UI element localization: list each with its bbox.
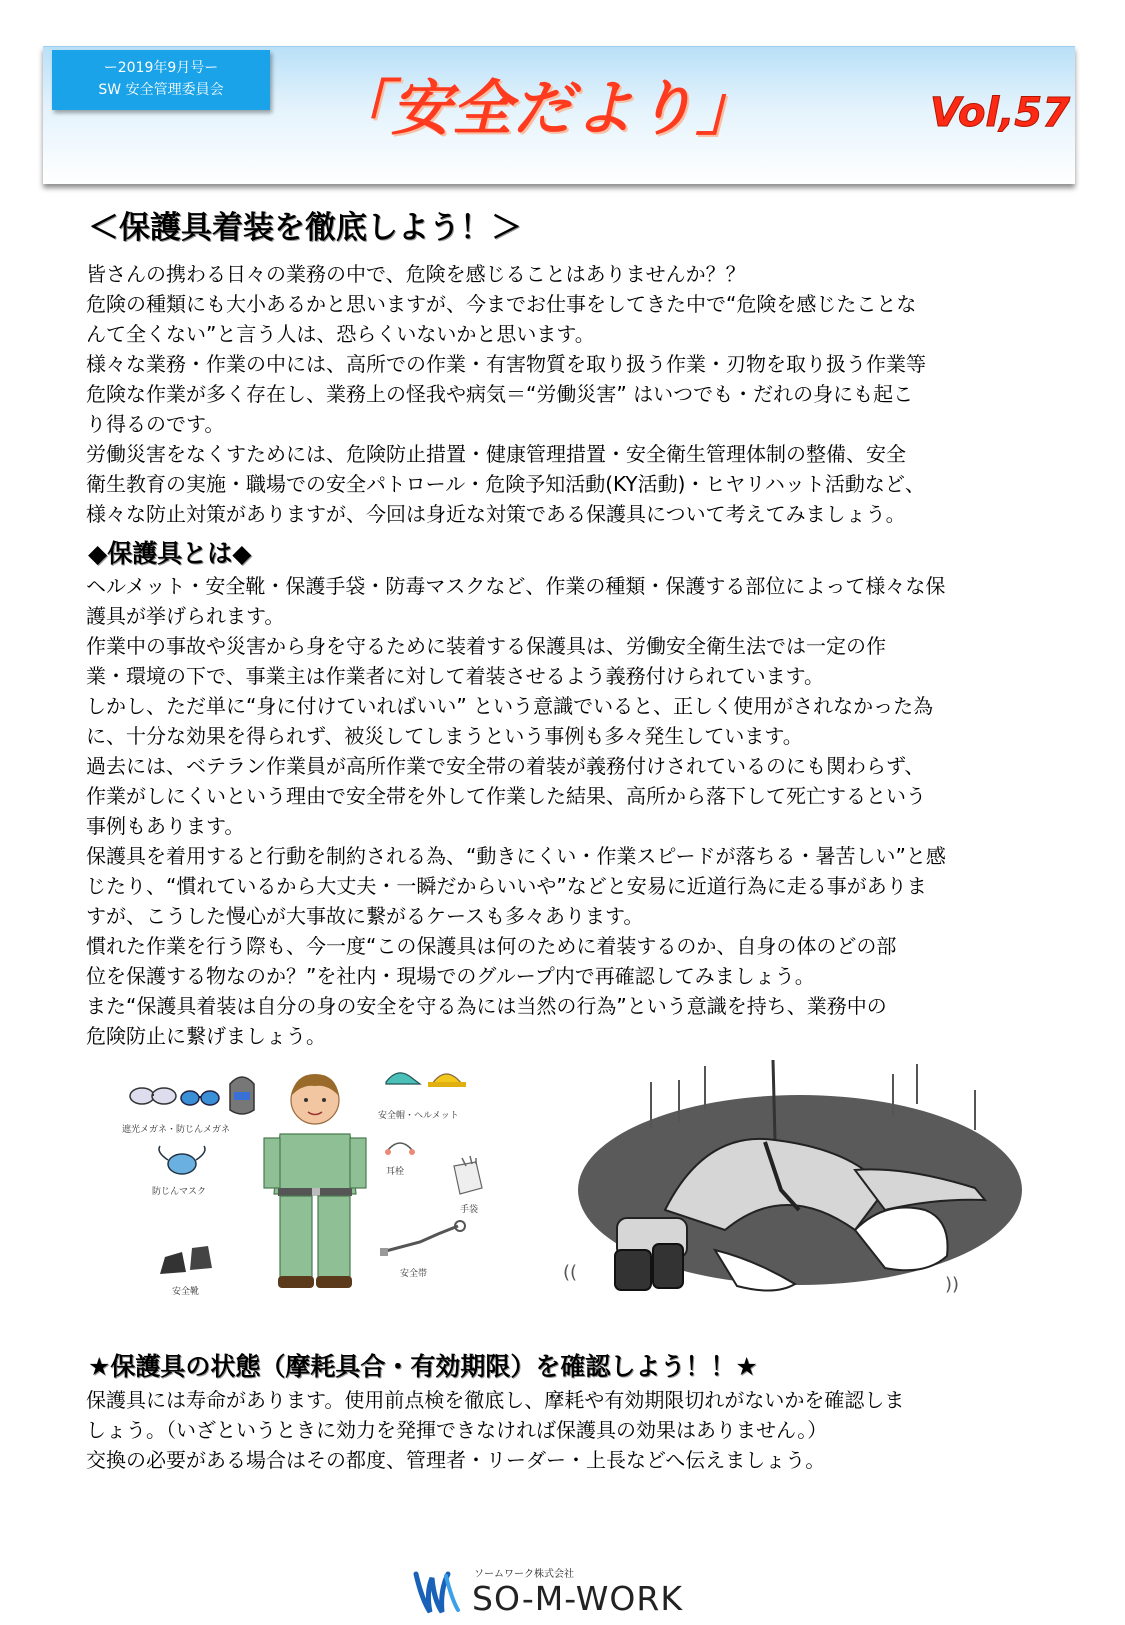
label-harness: 安全帯	[400, 1269, 428, 1279]
paragraph-line: すが、こうした慢心が大事故に繋がるケースも多々あります。	[86, 904, 644, 928]
label-glasses: 遮光メガネ・防じんメガネ	[122, 1125, 231, 1135]
helmet-icon	[428, 1074, 466, 1087]
safety-shoes-icon	[160, 1246, 212, 1274]
goggles-icon	[130, 1088, 176, 1104]
paragraph-line: り得るのです。	[86, 412, 225, 436]
paragraph-line: 様々な業務・作業の中には、高所での作業・有害物質を取り扱う作業・刃物を取り扱う作業等	[86, 352, 926, 376]
label-gloves: 手袋	[460, 1205, 479, 1215]
issue-badge	[52, 50, 270, 110]
company-kana: ソームワーク株式会社	[474, 1569, 574, 1580]
paragraph-line: 慣れた作業を行う際も、今一度“この保護具は何のために着装するのか、自身の体のどの部	[86, 934, 897, 958]
paragraph-line: 業・環境の下で、事業主は作業者に対して着装させるよう義務付けられています。	[86, 664, 824, 688]
paragraph-line: 皆さんの携わる日々の業務の中で、危険を感じることはありませんか？？	[86, 262, 746, 286]
paragraph-line: 保護具を着用すると行動を制約される為、“動きにくい・作業スピードが落ちる・暑苦しい”と感	[86, 844, 946, 868]
paragraph-line: 危険防止に繋げましょう。	[86, 1024, 326, 1048]
paragraph-line: 危険の種類にも大小あるかと思いますが、今までお仕事をしてきた中で“危険を感じたことな	[86, 292, 917, 316]
dust-mask-icon	[159, 1146, 205, 1174]
paragraph-line: 様々な防止対策がありますが、今回は身近な対策である保護具について考えてみましょう。	[86, 502, 906, 526]
paragraph-line: ヘルメット・安全靴・保護手袋・防毒マスクなど、作業の種類・保護する部位によって様々な保	[86, 574, 946, 598]
fall-accident-illustration	[555, 1060, 1025, 1312]
label-helmet: 安全帽・ヘルメット	[378, 1111, 459, 1121]
paragraph-line: じたり、“慣れているから大丈夫・一瞬だからいいや”などと安易に近道行為に走る事がありま	[86, 874, 927, 898]
company-logo-mark-icon	[412, 1570, 468, 1616]
company-logo	[412, 1568, 702, 1618]
paragraph-line: しかし、ただ単に“身に付けていればいい” という意識でいると、正しく使用がされなかった為	[86, 694, 934, 718]
paragraph-line: 労働災害をなくすためには、危険防止措置・健康管理措置・安全衛生管理体制の整備、安全	[86, 442, 906, 466]
welding-mask-icon	[230, 1077, 254, 1114]
safety-glasses-icon	[181, 1091, 219, 1105]
paragraph-line: 危険な作業が多く存在し、業務上の怪我や病気＝“労働災害” はいつでも・だれの身にも起こ	[86, 382, 914, 406]
protective-equipment-illustration	[120, 1062, 510, 1312]
newsletter-title: 「安全だより」	[330, 74, 757, 144]
safety-harness-icon	[380, 1221, 465, 1256]
paragraph-line: 交換の必要がある場合はその都度、管理者・リーダー・上長などへ伝えましょう。	[86, 1448, 826, 1472]
gloves-icon	[454, 1156, 482, 1194]
paragraph-line: 位を保護する物なのか？”を社内・現場でのグループ内で再確認してみましょう。	[86, 964, 815, 988]
section2-body	[86, 571, 1046, 1051]
section1-body	[86, 259, 1046, 529]
paragraph-line: 過去には、ベテラン作業員が高所作業で安全帯の着装が義務付けされているのにも関わらず、	[86, 754, 925, 778]
committee-name: SW 安全管理委員会	[98, 82, 224, 98]
paragraph-line: また“保護具着装は自分の身の安全を守る為には当然の行為”という意識を持ち、業務中の	[86, 994, 887, 1018]
issue-date: ー2019年9月号ー	[103, 60, 219, 76]
section1-heading: ＜保護具着装を徹底しよう！＞	[88, 210, 522, 246]
paragraph-line: 保護具には寿命があります。使用前点検を徹底し、摩耗や有効期限切れがないかを確認しま	[86, 1388, 905, 1412]
paragraph-line: に、十分な効果を得られず、被災してしまうという事例も多々発生しています。	[86, 724, 803, 748]
safety-cap-icon	[386, 1073, 420, 1084]
label-earplug: 耳栓	[386, 1167, 405, 1177]
company-name: SO-M-WORK	[472, 1579, 683, 1618]
paragraph-line: んて全くない”と言う人は、恐らくいないかと思います。	[86, 322, 595, 346]
label-mask: 防じんマスク	[152, 1187, 207, 1197]
section3-body	[86, 1385, 1046, 1475]
earplug-icon	[385, 1143, 415, 1155]
motion-mark: ((	[563, 1262, 578, 1283]
motion-mark: ))	[945, 1274, 960, 1295]
label-shoes: 安全靴	[172, 1287, 200, 1297]
paragraph-line: 護具が挙げられます。	[86, 604, 285, 628]
paragraph-line: 作業中の事故や災害から身を守るために装着する保護具は、労働安全衛生法では一定の作	[86, 634, 886, 658]
paragraph-line: しょう。（いざというときに効力を発揮できなければ保護具の効果はありません。）	[86, 1418, 828, 1442]
paragraph-line: 作業がしにくいという理由で安全帯を外して作業した結果、高所から落下して死亡するという	[86, 784, 926, 808]
paragraph-line: 事例もあります。	[86, 814, 245, 838]
section2-heading: ◆保護具とは◆	[88, 539, 252, 568]
worker-figure-icon	[264, 1074, 366, 1288]
volume-number: Vol,57	[930, 90, 1071, 136]
section3-heading: ★保護具の状態（摩耗具合・有効期限）を確認しよう！！★	[88, 1352, 758, 1381]
paragraph-line: 衛生教育の実施・職場での安全パトロール・危険予知活動(KY活動)・ヒヤリハット活動など、	[86, 472, 925, 496]
